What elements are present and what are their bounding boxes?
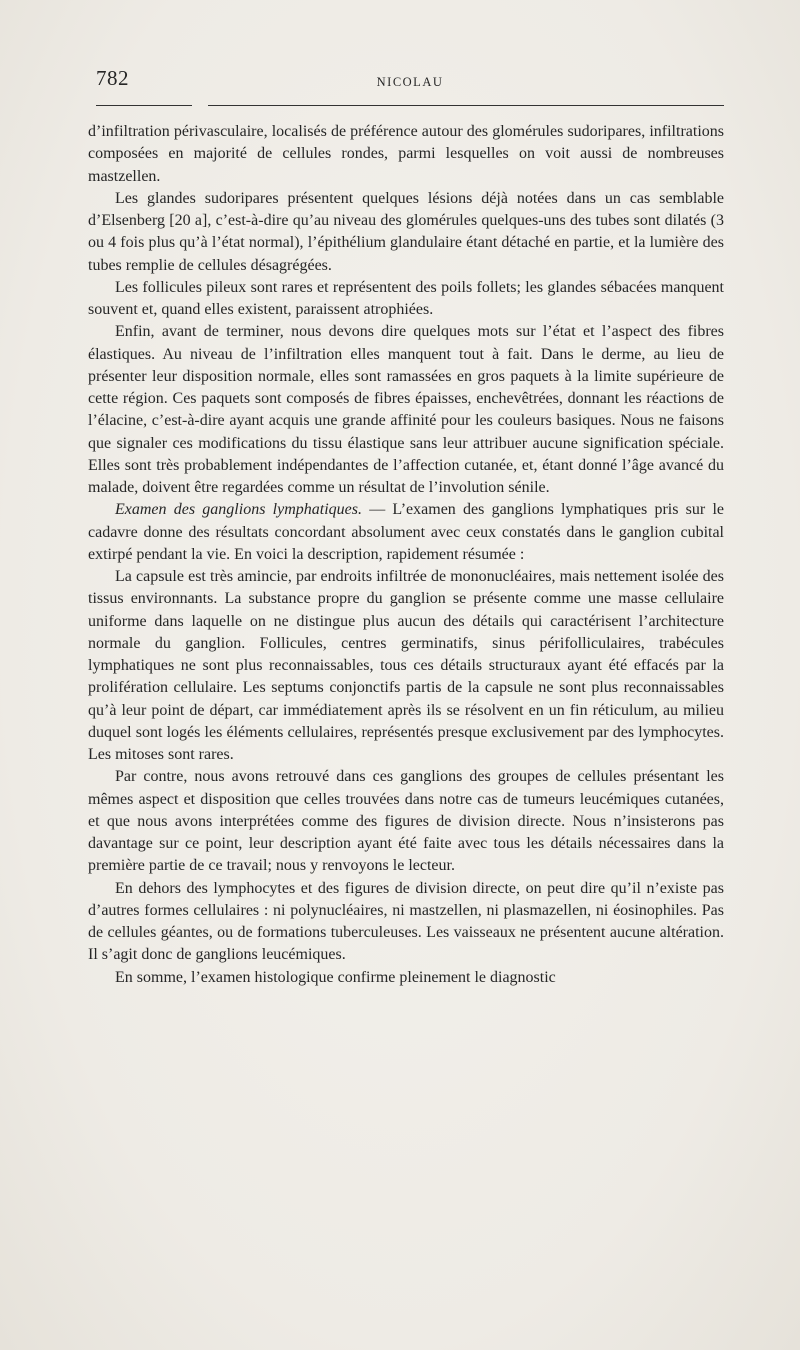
paragraph-9: En somme, l’examen histologique confirme pleinement le diagnostic (115, 968, 556, 986)
paragraph-6: La capsule est très amincie, par endroits infiltrée de mononucléaires, mais nettement isolée des tissus environnants. La substance propre du ganglion se présente comme une masse cellulaire uniforme dans laquelle on ne distingue plus aucun des détails qui caractérisent l’architecture normale du ganglion. Follicules, centres germinatifs, sinus périfolliculaires, trabécules lymphatiques ne sont plus reconnaissables, tous ces détails structuraux ayant été effacés par la prolifération cellulaire. Les septums conjonctifs partis de la capsule ne sont plus reconnaissables qu’à leur point de départ, car immédiatement après ils se résolvent en un fin réticulum, au milieu duquel sont logés les éléments cellulaires, représentés presque exclusivement par des lymphocytes. Les mitoses sont rares. (88, 568, 724, 763)
body-text (88, 121, 724, 989)
paragraph-5-text: — L’examen des ganglions lymphatiques pris sur le cadavre donne des résultats concordant absolument avec ceux constatés dans le ganglion cubital extirpé pendant la vie. En voici la description, rapidement résumée : (88, 501, 724, 563)
page-number: 782 (96, 66, 129, 90)
header-rule-left (96, 105, 192, 106)
paragraph-1: d’infiltration périvasculaire, localisés de préférence autour des glomérules sudoripares, infiltrations composées en majorité de cellules rondes, parmi lesquelles on voit aussi de nombreuses mastzellen. (88, 123, 724, 185)
page-header (96, 66, 724, 106)
paragraph-4: Enfin, avant de terminer, nous devons dire quelques mots sur l’état et l’aspect des fibres élastiques. Au niveau de l’infiltration elles manquent tout à fait. Dans le derme, au lieu de présenter leur disposition normale, elles sont ramassées en gros paquets à la limite supérieure de cette région. Ces paquets sont composés de fibres épaisses, enchevêtrées, donnant les réactions de l’élacine, c’est-à-dire ayant acquis une grande affinité pour les couleurs basiques. Nous ne faisons que signaler ces modifications du tissu élastique sans leur attribuer aucune signification spéciale. Elles sont très probablement indépendantes de l’affection cutanée, et, étant donné l’âge avancé du malade, doivent être regardées comme un résultat de l’involution sénile. (88, 323, 724, 496)
running-title: NICOLAU (376, 75, 444, 89)
paragraph-3: Les follicules pileux sont rares et représentent des poils follets; les glandes sébacées manquent souvent et, quand elles existent, paraissent atrophiées. (88, 278, 724, 318)
section-heading-lymph-nodes: Examen des ganglions lymphatiques. (115, 501, 362, 519)
header-rule-right (208, 105, 724, 106)
paragraph-5 (88, 499, 724, 566)
paragraph-2: Les glandes sudoripares présentent quelques lésions déjà notées dans un cas semblable d’Elsenberg [20 a], c’est-à-dire qu’au niveau des glomérules quelques-uns des tubes sont dilatés (3 ou 4 fois plus qu’à l’état normal), l’épithélium glandulaire étant détaché en partie, et la lumière des tubes remplie de cellules désagrégées. (88, 189, 724, 274)
paragraph-8: En dehors des lymphocytes et des figures de division directe, on peut dire qu’il n’existe pas d’autres formes cellulaires : ni polynucléaires, ni mastzellen, ni plasmazellen, ni éosinophiles. Pas de cellules géantes, ou de formations tuberculeuses. Les vaisseaux ne présentent aucune altération. Il s’agit donc de ganglions leucémiques. (88, 879, 724, 964)
paragraph-7: Par contre, nous avons retrouvé dans ces ganglions des groupes de cellules présentant les mêmes aspect et disposition que celles trouvées dans notre cas de tumeurs leucémiques cutanées, et que nous avons interprétées comme des figures de division directe. Nous n’insisterons pas davantage sur ce point, leur description ayant été faite avec tous les détails nécessaires dans la première partie de ce travail; nous y renvoyons le lecteur. (88, 768, 724, 875)
